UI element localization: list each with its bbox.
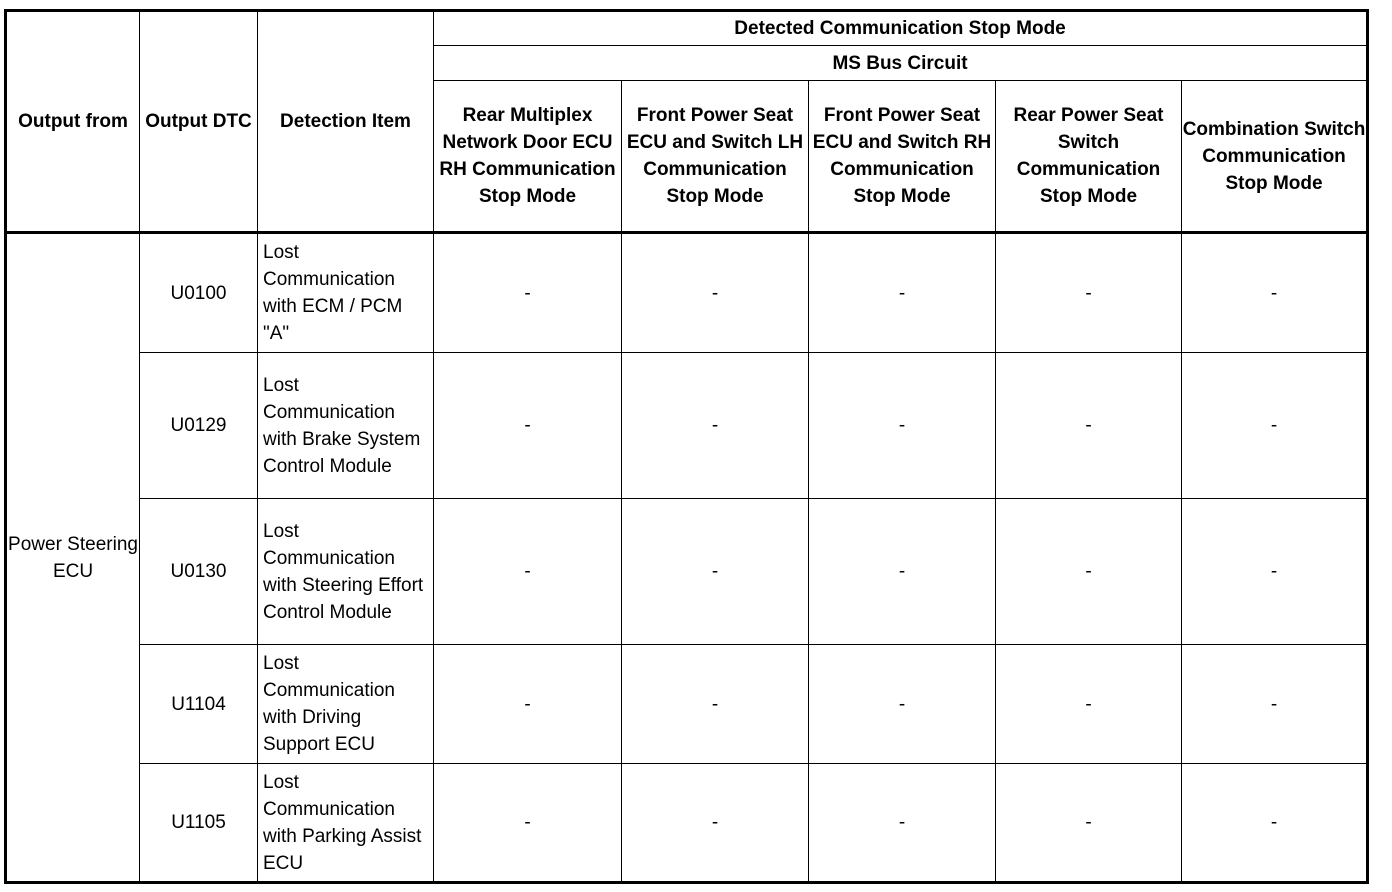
header-mode-2: Front Power Seat ECU and Switch LH Communication Stop Mode: [622, 81, 809, 233]
header-output-dtc: Output DTC: [140, 11, 258, 233]
mode-cell: -: [809, 233, 996, 353]
mode-cell: -: [434, 233, 622, 353]
header-detected-communication-stop-mode: Detected Communication Stop Mode: [434, 11, 1368, 46]
mode-cell: -: [622, 233, 809, 353]
header-mode-5: Combination Switch Communication Stop Mode: [1182, 81, 1368, 233]
mode-cell: -: [1182, 499, 1368, 645]
mode-cell: -: [434, 645, 622, 764]
mode-cell: -: [996, 645, 1182, 764]
mode-cell: -: [622, 645, 809, 764]
header-mode-4: Rear Power Seat Switch Communication Stop Mode: [996, 81, 1182, 233]
table-row: [6, 645, 1368, 764]
mode-cell: -: [809, 764, 996, 883]
mode-cell: -: [996, 499, 1182, 645]
header-detection-item: Detection Item: [258, 11, 434, 233]
table-row: [6, 499, 1368, 645]
detection-item-cell: Lost Communication with Brake System Control Module: [258, 353, 434, 499]
table-row: [6, 353, 1368, 499]
mode-cell: -: [1182, 645, 1368, 764]
mode-cell: -: [622, 764, 809, 883]
mode-cell: -: [622, 353, 809, 499]
dtc-cell: U0129: [140, 353, 258, 499]
mode-cell: -: [1182, 233, 1368, 353]
mode-cell: -: [996, 353, 1182, 499]
dtc-cell: U0130: [140, 499, 258, 645]
mode-cell: -: [434, 499, 622, 645]
dtc-cell: U0100: [140, 233, 258, 353]
mode-cell: -: [622, 499, 809, 645]
mode-cell: -: [809, 499, 996, 645]
header-mode-3: Front Power Seat ECU and Switch RH Communication Stop Mode: [809, 81, 996, 233]
detection-item-cell: Lost Communication with Steering Effort Control Module: [258, 499, 434, 645]
table-row: [6, 233, 1368, 353]
dtc-cell: U1104: [140, 645, 258, 764]
table-row: [6, 764, 1368, 883]
mode-cell: -: [809, 645, 996, 764]
mode-cell: -: [809, 353, 996, 499]
mode-cell: -: [1182, 764, 1368, 883]
detection-item-cell: Lost Communication with Parking Assist ECU: [258, 764, 434, 883]
dtc-table: [4, 9, 1369, 884]
detection-item-cell: Lost Communication with ECM / PCM "A": [258, 233, 434, 353]
mode-cell: -: [434, 353, 622, 499]
detection-item-cell: Lost Communication with Driving Support ECU: [258, 645, 434, 764]
dtc-cell: U1105: [140, 764, 258, 883]
header-output-from: Output from: [6, 11, 140, 233]
dtc-table-container: [4, 9, 1369, 884]
output-from-cell: Power Steering ECU: [6, 233, 140, 883]
header-ms-bus-circuit: MS Bus Circuit: [434, 46, 1368, 81]
mode-cell: -: [434, 764, 622, 883]
mode-cell: -: [996, 764, 1182, 883]
header-mode-1: Rear Multiplex Network Door ECU RH Communication Stop Mode: [434, 81, 622, 233]
mode-cell: -: [996, 233, 1182, 353]
mode-cell: -: [1182, 353, 1368, 499]
